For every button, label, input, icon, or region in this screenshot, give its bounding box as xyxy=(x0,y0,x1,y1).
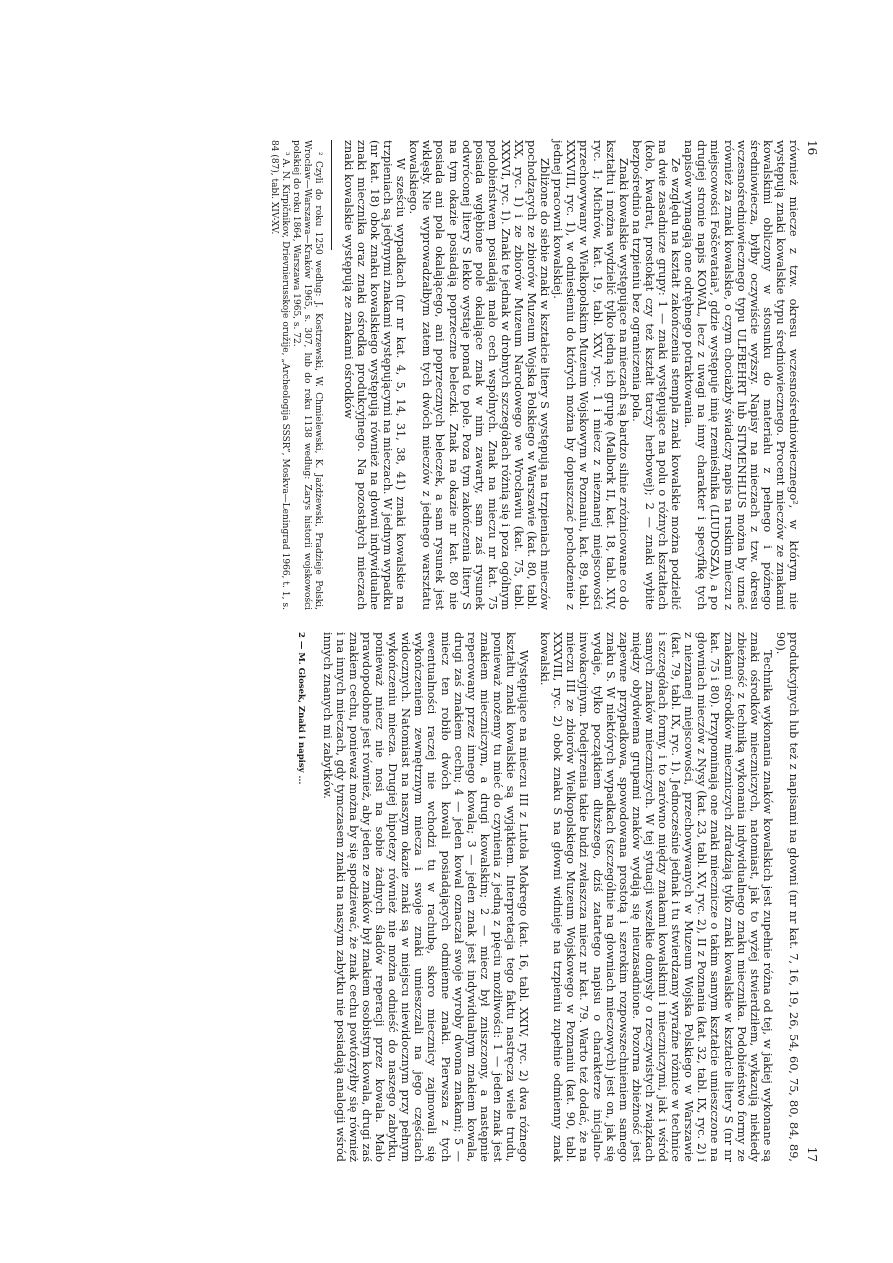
paragraph: W sześciu wypadkach (nr nr kat. 4, 5, 14, 31, 38, 41) znaki kowalskie na trzpieniach są jedynymi znakami występującymi na mieczach. W jednym wypadku (nr kat. 18) obok znaku kowalskiego występują również na głowni indywidualne znaki miecznika oraz znaki ośrodka produkcyjnego. Na pozostałych mieczach znaki kowalskie występują ze znakami ośrodków xyxy=(341,140,408,611)
running-footer: 2 — M. Głosek, Znaki i napisy ... xyxy=(295,632,306,785)
paragraph-gap xyxy=(530,632,538,1162)
paragraph: Technika wykonania znaków kowalskich jest zupełnie różna od tej, w jakiej wykonane są znaki ośrodków mieczniczych, natomiast, jak to wyżej stwierdziłem, wykazują niekiedy zbieżność z techniką wykonania indywidualnego znaku miecznika. Podobieństwo formy ze znakami ośrodków mieczniczych zdradzają tylko znaki kowalskie w kształcie litery S (nr nr kat. 75 i 80). Przypominają one znaki miecznicze o takim samym kształcie umieszczone na głowniach mieczów z Nysy (kat. 23, tabl. XV, ryc. 2), II z Poznania (kat. 32, tabl. IX, ryc. 2) i z nieznanej miejscowości, przechowywanych w Muzeum Wojska Polskiego w Warszawie (kat. 79, tabl. IX, ryc. 1). Jednocześnie jednak i tu stwierdzamy wyraźne różnice w technice i szczegółach formy, i to zarówno między znakami kowalskimi i mieczniczymi, jak i wśród samych znaków mieczniczych. W tej sytuacji wszelkie domysły o rzeczywistych związkach między obydwiema grupami znaków wydają się nieuzasadnione. Pozorna zbieżność jest zapewne przypadkowa, spowodowana prostotą i szerokim rozpowszechnieniem samego znaku S. W niektórych wypadkach (szczególnie na głowniach mieczowych) jest on, jak się wydaje, tylko początkiem dłuższego, dziś zatartego napisu o charakterze inicjalno-inwokacyjnym. Podejrzenia takie budzi zwłaszcza miecz nr kat. 79. Warto też dodać, że na mieczu III ze zbiorów Wielkopolskiego Muzeum Wojskowego w Poznaniu (kat. 90, tabl. XXXVIII, ryc. 2) obok znaku S na głowni widnieje na trzpieniu zupełnie odmienny znak kowalski. xyxy=(538,632,774,1162)
paragraph: produkcyjnych lub też z napisami na głowni (nr nr kat. 7, 16, 19, 26, 54, 60, 75, 80, 84, 89, 90). xyxy=(773,632,800,1162)
page-number: 17 xyxy=(805,1146,819,1162)
page-number: 16 xyxy=(805,140,819,156)
paragraph: Zbliżone do siebie znaki w kształcie litery S występują na trzpieniach mieczów pochodzących ze zbiorów Muzeum Wojska Polskiego w Warszawie (kat. 80, tabl. XX, ryc. 1) i ze zbiorów Muzeum Narodowego we Wrocławiu (kat. 75, tabl. XXXVI, ryc. 1). Znaki te jednak w drobnych szczegółach różnią się i poza ogólnym podobieństwem posiadają mało cech wspólnych. Znak na mieczu nr kat. 75 posiada wgłębione pole okalające znak w nim zawarty, sam zaś rysunek odwróconej litery S lekko wystaje ponad to pole. Poza tym zakończenia litery S na tym okazie posiadają poprzeczne beleczki. Znak na okazie nr kat. 80 nie posiada ani pola okalającego, ani poprzecznych beleczek, a sam rysunek jest wklęsły. Nie wyprowadzałbym zatem tych dwóch mieczów z jednego warsztatu kowalskiego. xyxy=(407,140,552,610)
footnote: ³ A. N. Kirpičnikov, Drievnierusskoje oružije, „Archeologija SSSR”, Moskva—Leningrad 1966, t. 1, s. 84 (87), tabl. XIV-XV. xyxy=(268,140,290,610)
paragraph: Ze względu na kształt zakończenia stempla znaki kowalskie można podzielić na dwie zasadnicze grupy: 1 — znaki występujące na polu o różnych kształtach (koło, kwadrat, prostokąt czy też kształt tarczy herbowej); 2 — znaki wybite bezpośrednio na trzpieniu bez ograniczenia pola. xyxy=(629,140,683,610)
footnote-divider xyxy=(331,140,332,250)
paragraph: Występujące na mieczu III z Lutola Mokrego (kat. 16, tabl. XXIV, ryc. 2) dwa różnego kształtu znaki kowalskie są wyjątkiem. Interpretacja tego faktu nastręcza wiele trudu, ponieważ możemy tu mieć do czynienia z jedną z pięciu możliwości: 1 — jeden znak jest znakiem mieczniczym, a drugi kowalskim; 2 — miecz był zniszczony, a następnie reperowany przez innego kowala; 3 — jeden znak jest indywidualnym znakiem kowala, drugi zaś znakiem cechu; 4 — jeden kowal oznaczał swoje wyroby dwoma znakami; 5 — miecz ten robiło dwóch kowali posiadających odmienne znaki. Pierwsza z tych ewentualności raczej nie wchodzi tu w rachubę, skoro miecznicy zajmowali się wykończeniem zewnętrznym miecza i swoje znaki umieszczali na jego częściach widocznych. Natomiast na naszym okazie znaki są w miejscu niewidocznym przy pełnym wykończeniu miecza. Drugiej hipotezy również nie można odnieść do naszego zabytku, ponieważ miecz nie nosi na sobie żadnych śladów reperacji przez kowala. Mało prawdopodobne jest również, aby jeden ze znaków był znakiem osobistym kowala, drugi zaś znakiem cechu, ponieważ można by się spodziewać, że znak cechu powtórzyłby się również i na innych mieczach, gdy tymczasem znaki na naszym zabytku nie posiadają analogii wśród innych znanych mi zabytków. xyxy=(320,632,531,1162)
page-16 xyxy=(70,140,819,611)
paragraph: Znaki kowalskie występujące na mieczach są bardzo silnie zróżnicowane co do kształtu i można wydzielić tylko jedną ich grupę (Malbork II, kat. 18, tabl. XIV, ryc. 1; Michrów, kat. 19, tabl. XXV, ryc. 1 i miecz z nieznanej miejscowości przechowywany w Wielkopolskim Muzeum Wojskowym w Poznaniu, kat. 89, tabl. XXXVIII, ryc. 1), w odniesieniu do których można by dopuszczać pochodzenie z jednej pracowni kowalskiej. xyxy=(551,140,630,610)
page-17 xyxy=(60,632,819,1162)
footnote: ² Czyli do roku 1250 według: J. Kostrzewski, W. Chmielewski, K. Jażdżewski, Pradzieje Polski, Wrocław—Warszawa—Kraków 1965, s. 307, lub do roku 1138 według: Zarys historii wojskowości polskiej do roku 1864, Warszawa 1965, s. 72. xyxy=(290,140,323,610)
paragraph: również miecze z tzw. okresu wczesnośredniowiecznego², w którym nie występują znaki kowalskie typu średniowiecznego. Procent mieczów ze znakami kowalskimi obliczony w stosunku do materiału z pełnego i późnego średniowiecza, byłby oczywiście wyższy. Napisy na mieczach z tzw. okresu wczesnośredniowiecznego typu ULFBEHRT lub SITMENHLUS można by uznać również za znaki kowalskie, o czym chociażby świadczy napis na ruskim mieczu z miejscowości Foščevataia³, gdzie występuje imię rzemieślnika (LIUDOSZA), a po drugiej stronie napis KOWAL, lecz z uwagi na inny charakter i specyfikę tych napisów wymagają one odrębnego potraktowania. xyxy=(682,140,800,610)
